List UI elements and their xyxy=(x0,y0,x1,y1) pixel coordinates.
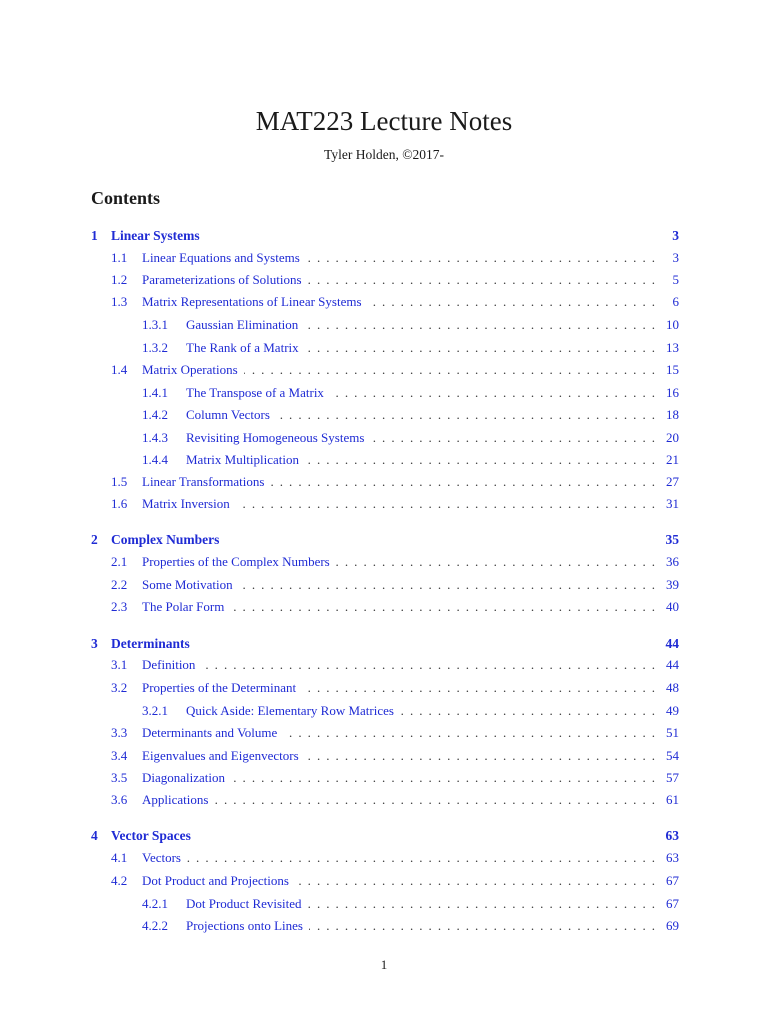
toc-entry-number: 1.4.1 xyxy=(142,385,168,400)
toc-dot-leader xyxy=(276,405,655,425)
toc-dot-leader xyxy=(244,360,655,380)
toc-entry[interactable] xyxy=(111,768,679,788)
toc-entry-page: 54 xyxy=(666,748,679,763)
toc-entry[interactable] xyxy=(142,405,679,425)
toc-entry-page: 51 xyxy=(666,725,679,740)
toc-entry[interactable] xyxy=(142,450,679,470)
toc-entry[interactable] xyxy=(111,292,679,312)
toc-entry-number: 3.4 xyxy=(111,748,128,763)
toc-dot-leader xyxy=(306,248,655,268)
toc-entry-title: Dot Product Revisited xyxy=(186,896,302,911)
toc-entry-title: Dot Product and Projections xyxy=(142,873,289,888)
toc-dot-leader xyxy=(309,916,655,936)
toc-entry-title: Matrix Representations of Linear Systems xyxy=(142,294,362,309)
toc-entry-number: 2.1 xyxy=(111,554,128,569)
toc-entry-number: 2.3 xyxy=(111,599,128,614)
toc-entry-title: Determinants xyxy=(111,636,190,651)
toc-entry-page: 67 xyxy=(666,896,679,911)
toc-entry-page: 39 xyxy=(666,577,679,592)
toc-entry[interactable] xyxy=(111,723,679,743)
toc-entry-title: The Rank of a Matrix xyxy=(186,340,299,355)
toc-entry-title: Column Vectors xyxy=(186,407,270,422)
toc-entry-page: 61 xyxy=(666,792,679,807)
toc-entry-number: 2.2 xyxy=(111,577,128,592)
toc-entry-number: 1.3 xyxy=(111,294,128,309)
toc-chapter-entry[interactable] xyxy=(91,226,679,246)
toc-entry-page: 21 xyxy=(666,452,679,467)
toc-entry-title: Linear Systems xyxy=(111,228,200,243)
toc-entry-page: 63 xyxy=(666,850,679,865)
toc-entry-title: Some Motivation xyxy=(142,577,233,592)
toc-entry-page: 63 xyxy=(665,828,679,843)
toc-entry-title: Diagonalization xyxy=(142,770,226,785)
toc-dot-leader xyxy=(187,848,655,868)
toc-entry-number: 3 xyxy=(91,636,98,651)
toc-entry[interactable] xyxy=(142,916,679,936)
toc-dot-leader xyxy=(308,270,655,290)
toc-entry-page: 69 xyxy=(666,918,679,933)
toc-dot-leader xyxy=(400,701,655,721)
toc-entry-number: 1.4 xyxy=(111,362,128,377)
toc-entry-page: 44 xyxy=(665,636,679,651)
toc-entry-title: Definition xyxy=(142,657,196,672)
toc-entry-title: Linear Transformations xyxy=(142,474,265,489)
toc-entry-number: 4.2.2 xyxy=(142,918,168,933)
toc-entry-page: 49 xyxy=(666,703,679,718)
toc-entry-number: 3.5 xyxy=(111,770,128,785)
toc-entry-number: 1.5 xyxy=(111,474,128,489)
toc-entry-number: 1.3.1 xyxy=(142,317,168,332)
toc-entry-number: 1.4.3 xyxy=(142,430,168,445)
toc-entry-title: Matrix Multiplication xyxy=(186,452,300,467)
contents-heading: Contents xyxy=(91,188,161,208)
toc-dot-leader xyxy=(370,428,655,448)
toc-entry[interactable] xyxy=(111,848,679,868)
toc-entry-page: 16 xyxy=(666,385,679,400)
toc-entry[interactable] xyxy=(111,248,679,268)
toc-entry-page: 18 xyxy=(666,407,679,422)
toc-entry-title: Gaussian Elimination xyxy=(186,317,299,332)
toc-entry-page: 20 xyxy=(666,430,679,445)
toc-entry[interactable] xyxy=(111,472,679,492)
toc-entry[interactable] xyxy=(142,338,679,358)
page-number: 1 xyxy=(380,957,388,972)
toc-chapter-entry[interactable] xyxy=(91,826,679,846)
toc-dot-leader xyxy=(308,894,655,914)
toc-dot-leader xyxy=(368,292,655,312)
document-author: Tyler Holden, ©2017- xyxy=(324,147,444,162)
toc-entry-page: 44 xyxy=(666,657,679,672)
toc-dot-leader xyxy=(239,575,655,595)
toc-dot-leader xyxy=(283,723,655,743)
toc-entry-page: 3 xyxy=(672,250,679,265)
toc-entry-number: 3.6 xyxy=(111,792,128,807)
toc-entry-page: 57 xyxy=(666,770,679,785)
toc-entry-title: The Polar Form xyxy=(142,599,225,614)
toc-entry[interactable] xyxy=(111,655,679,675)
toc-entry-title: Determinants and Volume xyxy=(142,725,278,740)
toc-entry-page: 13 xyxy=(666,340,679,355)
toc-entry-page: 3 xyxy=(672,228,679,243)
toc-entry-title: Quick Aside: Elementary Row Matrices xyxy=(186,703,394,718)
toc-entry-title: The Transpose of a Matrix xyxy=(186,385,324,400)
toc-entry-number: 4.2.1 xyxy=(142,896,168,911)
toc-entry-number: 1.3.2 xyxy=(142,340,168,355)
toc-dot-leader xyxy=(270,472,655,492)
toc-dot-leader xyxy=(305,746,655,766)
toc-entry-title: Properties of the Determinant xyxy=(142,680,297,695)
toc-entry-page: 15 xyxy=(666,362,679,377)
toc-entry[interactable] xyxy=(111,552,679,572)
toc-entry-number: 4 xyxy=(91,828,98,843)
toc-entry[interactable] xyxy=(111,270,679,290)
toc-dot-leader xyxy=(304,315,655,335)
toc-entry-number: 1.1 xyxy=(111,250,128,265)
toc-entry-page: 48 xyxy=(666,680,679,695)
toc-dot-leader xyxy=(214,790,655,810)
toc-entry-title: Revisiting Homogeneous Systems xyxy=(186,430,365,445)
toc-entry[interactable] xyxy=(142,894,679,914)
toc-entry[interactable] xyxy=(142,701,679,721)
toc-entry-page: 35 xyxy=(665,532,679,547)
toc-dot-leader xyxy=(336,552,655,572)
toc-entry-page: 10 xyxy=(666,317,679,332)
toc-entry[interactable] xyxy=(111,746,679,766)
toc-entry-number: 1.4.2 xyxy=(142,407,168,422)
toc-entry-number: 3.2.1 xyxy=(142,703,168,718)
toc-entry-number: 1.4.4 xyxy=(142,452,168,467)
toc-dot-leader xyxy=(201,655,655,675)
toc-entry-page: 6 xyxy=(672,294,679,309)
toc-entry-number: 1.6 xyxy=(111,496,128,511)
toc-entry-number: 3.3 xyxy=(111,725,128,740)
toc-dot-leader xyxy=(231,768,655,788)
toc-entry[interactable] xyxy=(142,428,679,448)
toc-entry-title: Linear Equations and Systems xyxy=(142,250,300,265)
toc-entry-page: 5 xyxy=(672,272,679,287)
toc-dot-leader xyxy=(230,597,655,617)
toc-entry-title: Matrix Inversion xyxy=(142,496,230,511)
toc-chapter-entry[interactable] xyxy=(91,530,679,550)
toc-entry-number: 3.1 xyxy=(111,657,128,672)
toc-entry[interactable] xyxy=(111,871,679,891)
toc-entry-number: 4.2 xyxy=(111,873,128,888)
toc-dot-leader xyxy=(236,494,655,514)
toc-entry[interactable] xyxy=(111,575,679,595)
toc-entry[interactable] xyxy=(142,315,679,335)
toc-entry[interactable] xyxy=(111,678,679,698)
toc-entry-page: 31 xyxy=(666,496,679,511)
toc-entry-page: 27 xyxy=(666,474,679,489)
toc-entry[interactable] xyxy=(111,597,679,617)
document-title: MAT223 Lecture Notes xyxy=(255,106,513,136)
toc-entry-title: Vectors xyxy=(142,850,181,865)
toc-entry-page: 40 xyxy=(666,599,679,614)
toc-entry-title: Eigenvalues and Eigenvectors xyxy=(142,748,299,763)
toc-entry[interactable] xyxy=(111,494,679,514)
toc-chapter-entry[interactable] xyxy=(91,634,679,654)
toc-entry-title: Parameterizations of Solutions xyxy=(142,272,302,287)
toc-entry-page: 36 xyxy=(666,554,679,569)
toc-entry-title: Projections onto Lines xyxy=(186,918,303,933)
toc-entry[interactable] xyxy=(111,360,679,380)
toc-entry-page: 67 xyxy=(666,873,679,888)
toc-entry-number: 2 xyxy=(91,532,98,547)
toc-entry-title: Properties of the Complex Numbers xyxy=(142,554,330,569)
toc-entry[interactable] xyxy=(111,790,679,810)
toc-entry-number: 1.2 xyxy=(111,272,128,287)
toc-dot-leader xyxy=(305,338,655,358)
toc-entry-number: 1 xyxy=(91,228,98,243)
toc-entry-number: 3.2 xyxy=(111,680,128,695)
toc-entry[interactable] xyxy=(142,383,679,403)
toc-entry-title: Matrix Operations xyxy=(142,362,238,377)
toc-entry-title: Applications xyxy=(142,792,209,807)
toc-entry-number: 4.1 xyxy=(111,850,128,865)
toc-dot-leader xyxy=(295,871,655,891)
toc-dot-leader xyxy=(305,450,655,470)
toc-dot-leader xyxy=(302,678,655,698)
toc-entry-title: Complex Numbers xyxy=(111,532,220,547)
toc-dot-leader xyxy=(330,383,655,403)
toc-entry-title: Vector Spaces xyxy=(111,828,191,843)
